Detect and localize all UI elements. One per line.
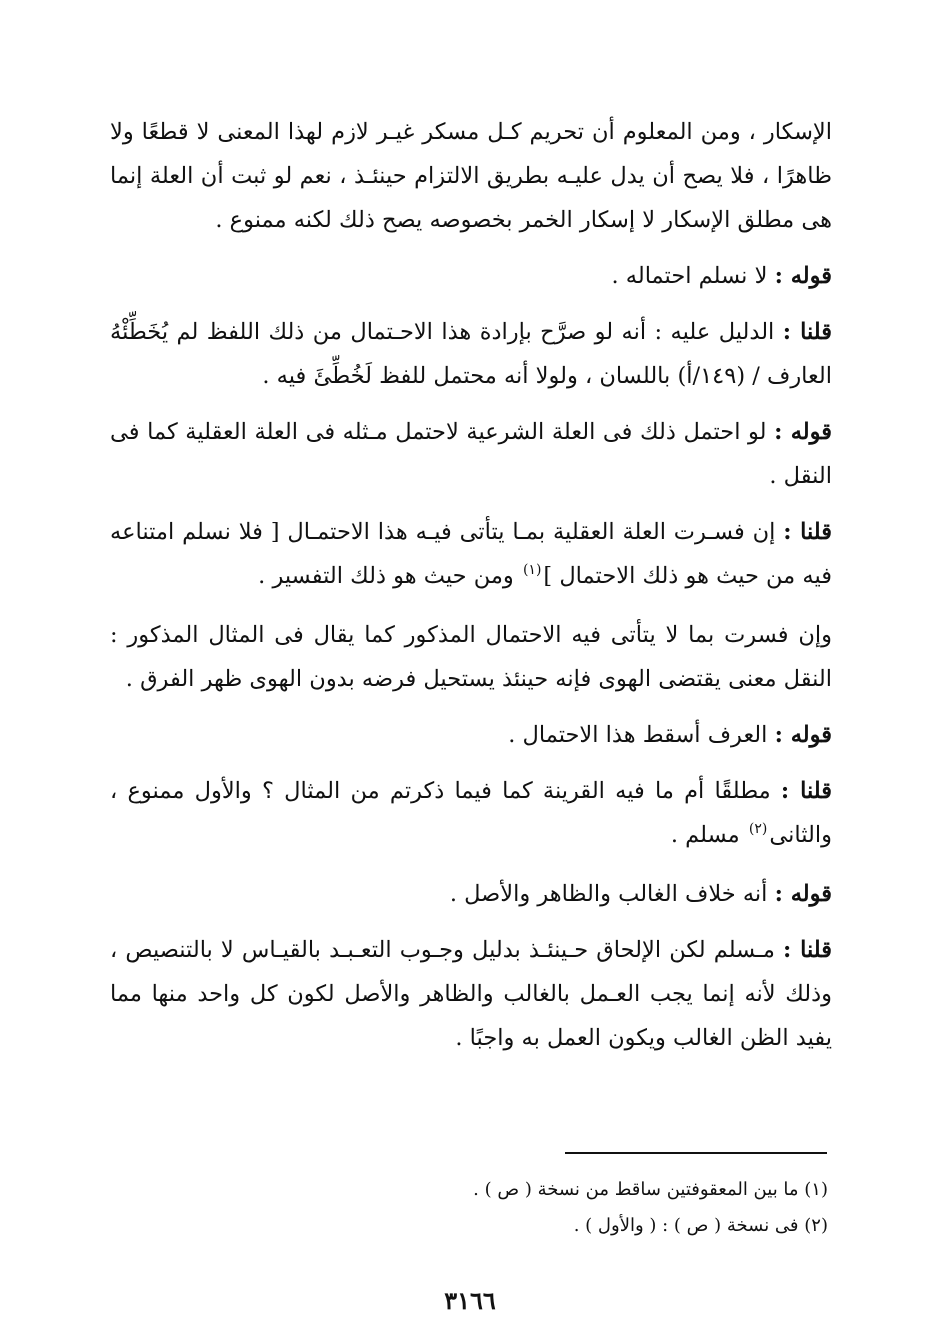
paragraph: قلنا : الدليل عليه : أنه لو صرَّح بإرادة هذا الاحـتمال من ذلك اللفظ لم يُخَطِّئْهُ العارف / (١٤٩/أ) باللسان ، ولولا أنه محتمل للفظ لَخُطِّئَ فيه .	[110, 319, 832, 389]
paragraph: قوله : أنه خلاف الغالب والظاهر والأصل .	[449, 881, 832, 907]
footnote-separator	[565, 1152, 827, 1154]
speaker-label: قلنا :	[783, 937, 832, 963]
speaker-label: قوله :	[774, 263, 832, 289]
footnote: (٢) فى نسخة ( ص ) : ( والأول ) .	[573, 1215, 828, 1236]
speaker-label: قلنا :	[782, 319, 832, 345]
paragraph: قوله : لو احتمل ذلك فى العلة الشرعية لاحتمل مـثله فى العلة العقلية كما فى النقل .	[110, 419, 832, 489]
paragraph: قلنا : مـسلم لكن الإلحاق حـينئـذ بدليل وجـوب التعـبـد بالقيـاس لا بالتنصيص ، وذلك لأنه إنما يجب العـمل بالغالب والظاهر والأصل لكون كل واحد منها مما يفيد الظن الغالب ويكون العمل به واجبًا .	[110, 937, 832, 1051]
paragraph: وإن فسرت بما لا يتأتى فيه الاحتمال المذكور كما يقال فى المثال المذكور : النقل معنى يقتضى الهوى فإنه حينئذ يستحيل فرضه بدون الهوى ظهر الفرق .	[110, 622, 832, 692]
footnote: (١) ما بين المعقوفتين ساقط من نسخة ( ص ) .	[473, 1179, 828, 1200]
speaker-label: قلنا :	[780, 778, 832, 804]
speaker-label: قوله :	[774, 722, 832, 748]
main-text	[110, 110, 832, 1072]
footnote-marker: (٢)	[748, 821, 768, 837]
paragraph: قوله : العرف أسقط هذا الاحتمال .	[508, 722, 832, 748]
paragraph: قوله : لا نسلم احتماله .	[611, 263, 832, 289]
speaker-label: قلنا :	[783, 519, 832, 545]
footnotes	[228, 1172, 828, 1244]
paragraph: قلنا : مطلقًا أم ما فيه القرينة كما فيما ذكرتم من المثال ؟ والأول ممنوع ، والثانى$^{(٢)}$ مسلم .	[110, 778, 832, 848]
speaker-label: قوله :	[774, 419, 832, 445]
paragraph: قلنا : إن فسـرت العلة العقلية بمـا يتأتى فيـه هذا الاحتمـال [ فلا نسلم امتناعه فيه من حيث هو ذلك الاحتمال ]$^{(١)}$ ومن حيث هو ذلك التفسير .	[110, 519, 832, 589]
paragraph: الإسكار ، ومن المعلوم أن تحريم كـل مسكر غيـر لازم لهذا المعنى لا قطعًا ولا ظاهرًا ، فلا يصح أن يدل عليـه بطريق الالتزام حينئـذ ، نعم لو ثبت أن العلة إنما هى مطلق الإسكار لا إسكار الخمر بخصوصه يصح ذلك لكنه ممنوع .	[110, 119, 832, 233]
speaker-label: قوله :	[774, 881, 832, 907]
footnote-marker: (١)	[522, 562, 542, 578]
page-number: ٣١٦٦	[444, 1286, 496, 1315]
